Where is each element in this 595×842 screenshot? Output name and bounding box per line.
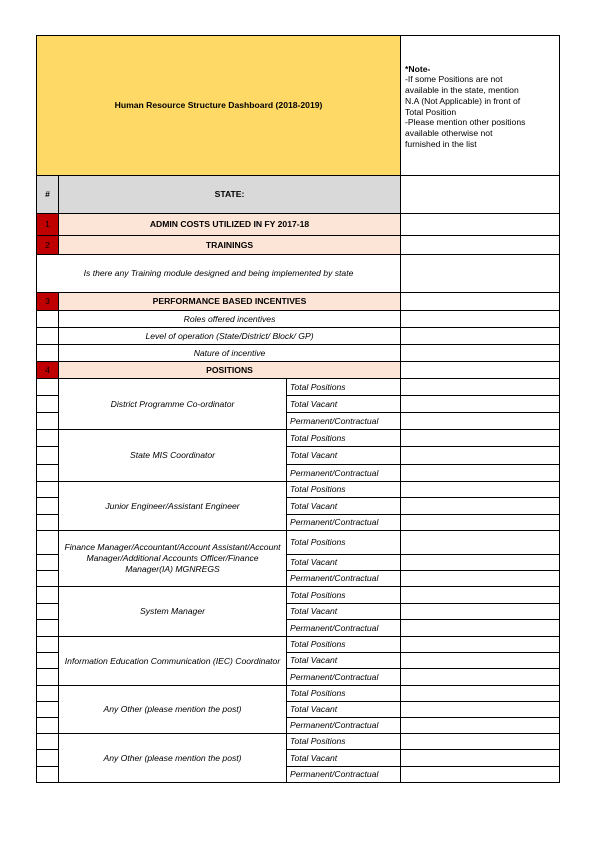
positions-body	[37, 379, 560, 783]
note-line: available otherwise not	[405, 127, 493, 138]
value-cell[interactable]	[401, 702, 560, 718]
value-cell[interactable]	[401, 555, 560, 571]
note-line: -If some Positions are not	[405, 74, 503, 85]
value-cell[interactable]	[401, 686, 560, 702]
training-question: Is there any Training module designed and being implemented by state	[37, 255, 401, 293]
note-line: N.A (Not Applicable) in front of	[405, 95, 521, 106]
position-field-label: Total Positions	[287, 637, 401, 653]
training-row	[37, 255, 560, 293]
number-cell	[37, 604, 59, 620]
number-cell	[37, 750, 59, 767]
incentive-item: Nature of incentive	[59, 345, 401, 362]
number-cell	[37, 498, 59, 515]
position-row	[37, 686, 560, 702]
value-cell[interactable]	[401, 653, 560, 669]
section-number: 3	[37, 293, 59, 311]
number-cell	[37, 531, 59, 555]
section-title: TRAININGS	[59, 236, 401, 255]
position-field-label: Total Vacant	[287, 447, 401, 465]
position-field-label: Total Positions	[287, 686, 401, 702]
position-name: Any Other (please mention the post)	[59, 734, 287, 783]
number-cell	[37, 620, 59, 637]
number-cell	[37, 555, 59, 571]
position-field-label: Total Positions	[287, 430, 401, 447]
state-value-cell[interactable]	[401, 176, 560, 214]
value-cell[interactable]	[401, 637, 560, 653]
value-cell[interactable]	[401, 571, 560, 587]
number-cell	[37, 515, 59, 531]
number-cell	[37, 447, 59, 465]
value-cell[interactable]	[401, 767, 560, 783]
value-cell[interactable]	[401, 396, 560, 413]
position-field-label: Total Vacant	[287, 702, 401, 718]
number-cell	[37, 311, 59, 328]
value-cell[interactable]	[401, 293, 560, 311]
state-row	[37, 176, 560, 214]
number-cell	[37, 328, 59, 345]
state-label: STATE:	[59, 176, 401, 214]
position-field-label: Total Positions	[287, 531, 401, 555]
incentive-row	[37, 345, 560, 362]
section-number: 1	[37, 214, 59, 236]
number-cell	[37, 430, 59, 447]
position-field-label: Permanent/Contractual	[287, 413, 401, 430]
number-cell	[37, 686, 59, 702]
position-field-label: Permanent/Contractual	[287, 767, 401, 783]
note-box	[401, 36, 560, 176]
note-line: available in the state, mention	[405, 85, 519, 96]
position-field-label: Permanent/Contractual	[287, 571, 401, 587]
title-row	[37, 36, 560, 176]
position-row	[37, 379, 560, 396]
section-title: PERFORMANCE BASED INCENTIVES	[59, 293, 401, 311]
position-field-label: Permanent/Contractual	[287, 515, 401, 531]
value-cell[interactable]	[401, 362, 560, 379]
position-name: Finance Manager/Accountant/Account Assistant/Account Manager/Additional Accounts Officer/Finance Manager(IA) MGNREGS	[59, 531, 287, 587]
hr-dashboard-table	[36, 35, 560, 783]
position-row	[37, 734, 560, 750]
section-row	[37, 214, 560, 236]
number-header: #	[37, 176, 59, 214]
position-name: Any Other (please mention the post)	[59, 686, 287, 734]
position-field-label: Total Vacant	[287, 653, 401, 669]
position-field-label: Permanent/Contractual	[287, 669, 401, 686]
section-number: 2	[37, 236, 59, 255]
number-cell	[37, 482, 59, 498]
position-field-label: Total Vacant	[287, 750, 401, 767]
number-cell	[37, 767, 59, 783]
number-cell	[37, 637, 59, 653]
number-cell	[37, 396, 59, 413]
position-field-label: Total Vacant	[287, 604, 401, 620]
note-line: furnished in the list	[405, 138, 477, 149]
value-cell[interactable]	[401, 587, 560, 604]
section-number: 4	[37, 362, 59, 379]
position-field-label: Total Positions	[287, 482, 401, 498]
value-cell[interactable]	[401, 379, 560, 396]
incentive-row	[37, 328, 560, 345]
number-cell	[37, 734, 59, 750]
note-line: -Please mention other positions	[405, 117, 526, 128]
number-cell	[37, 653, 59, 669]
position-name: System Manager	[59, 587, 287, 637]
position-field-label: Total Positions	[287, 587, 401, 604]
value-cell[interactable]	[401, 328, 560, 345]
incentive-item: Roles offered incentives	[59, 311, 401, 328]
position-field-label: Total Vacant	[287, 555, 401, 571]
value-cell[interactable]	[401, 750, 560, 767]
value-cell[interactable]	[401, 413, 560, 430]
value-cell[interactable]	[401, 345, 560, 362]
value-cell[interactable]	[401, 465, 560, 482]
value-cell[interactable]	[401, 236, 560, 255]
value-cell[interactable]	[401, 604, 560, 620]
value-cell[interactable]	[401, 669, 560, 686]
number-cell	[37, 345, 59, 362]
section-title: POSITIONS	[59, 362, 401, 379]
number-cell	[37, 571, 59, 587]
position-name: Junior Engineer/Assistant Engineer	[59, 482, 287, 531]
position-field-label: Permanent/Contractual	[287, 465, 401, 482]
position-name: State MIS Coordinator	[59, 430, 287, 482]
position-field-label: Total Vacant	[287, 498, 401, 515]
number-cell	[37, 379, 59, 396]
incentive-item: Level of operation (State/District/ Block/ GP)	[59, 328, 401, 345]
value-cell[interactable]	[401, 311, 560, 328]
value-cell[interactable]	[401, 447, 560, 465]
position-name: District Programme Co-ordinator	[59, 379, 287, 430]
value-cell[interactable]	[401, 498, 560, 515]
position-field-label: Total Vacant	[287, 396, 401, 413]
position-row	[37, 587, 560, 604]
value-cell[interactable]	[401, 718, 560, 734]
number-cell	[37, 465, 59, 482]
position-field-label: Total Positions	[287, 379, 401, 396]
incentive-row	[37, 311, 560, 328]
number-cell	[37, 702, 59, 718]
position-row	[37, 430, 560, 447]
value-cell[interactable]	[401, 482, 560, 498]
note-heading: *Note-	[405, 63, 431, 74]
number-cell	[37, 587, 59, 604]
position-field-label: Permanent/Contractual	[287, 718, 401, 734]
value-cell[interactable]	[401, 531, 560, 555]
position-field-label: Permanent/Contractual	[287, 620, 401, 637]
position-row	[37, 482, 560, 498]
section-row	[37, 362, 560, 379]
number-cell	[37, 413, 59, 430]
value-cell[interactable]	[401, 430, 560, 447]
position-name: Information Education Communication (IEC) Coordinator	[59, 637, 287, 686]
value-cell[interactable]	[401, 515, 560, 531]
value-cell[interactable]	[401, 620, 560, 637]
dashboard-title: Human Resource Structure Dashboard (2018-2019)	[37, 36, 401, 176]
position-row	[37, 637, 560, 653]
section-title: ADMIN COSTS UTILIZED IN FY 2017-18	[59, 214, 401, 236]
value-cell[interactable]	[401, 214, 560, 236]
value-cell[interactable]	[401, 734, 560, 750]
section-row	[37, 236, 560, 255]
number-cell	[37, 669, 59, 686]
value-cell[interactable]	[401, 255, 560, 293]
section-row	[37, 293, 560, 311]
position-field-label: Total Positions	[287, 734, 401, 750]
note-line: Total Position	[405, 106, 457, 117]
number-cell	[37, 718, 59, 734]
position-row	[37, 531, 560, 555]
